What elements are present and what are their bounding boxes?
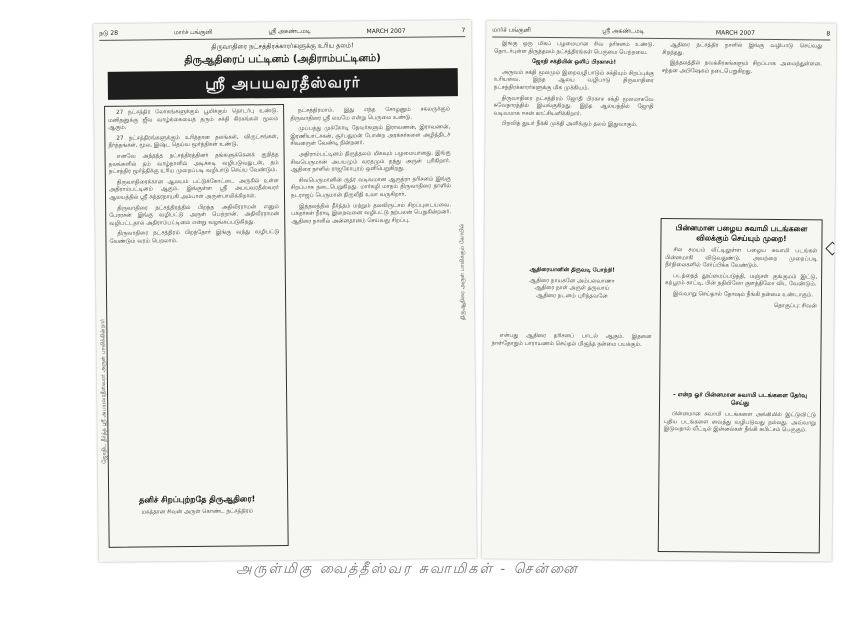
header-magazine-name: ஸ்ரீ அகண்டமடி	[268, 27, 311, 36]
paragraph: பின்னமான சுவாமி படங்களை அங்கியில் இட்டுவிட்டு புதிய படங்களை வைத்து வழிபடுவது நல்லது. அவ்வாறு இடுவதால் வீட்டில் இன்னல்கள் நீங்கி சுபிட்சம் பெருகும்.	[663, 411, 816, 434]
header-issue: நடு 28	[99, 29, 119, 37]
paragraph: எனவே அந்தந்த நட்சத்திரத்தினர் தங்களுக்கெனக் குறித்த தலங்களில் தம் வாழ்நாளில் அடிக்கடி வழிபடுவதுடன், தம் நட்சத்திர மூர்த்திக்கு உரிய முறைப்படி வழிபாடு செய்ய வேண்டும்.	[108, 152, 279, 175]
header-page-number: 7	[461, 26, 466, 34]
sidebar-box-title: பின்னமான பழைய சுவாமி படங்களை விலக்கும் செய்யும் முறை!	[675, 223, 808, 244]
paragraph: 27 நட்சத்திரங்களுக்கும் உரித்தான தலங்கள், விருட்சங்கள், தீர்த்தங்கள், மூல, இஷ்ட தெய்வ மூர்த்திகள் உண்டு.	[108, 133, 279, 150]
paragraph: அருவம் சக்தி மூலமும் இறைவழிபாடும் சக்தியும் சிறப்புக்கு உரியவை. இந்த ஆலய வழிபாடு திருவாதிரை நட்சத்திரக்காரர்களுக்கு மிக முக்கியம்.	[493, 69, 654, 92]
left-page-header	[99, 24, 465, 41]
diamond-ornament-icon	[825, 241, 836, 255]
paragraph: இத்தலத்தில் தீர்த்தம் மற்றும் தலவிருட்சம் சிறப்புடையவை. பக்தர்கள் நீராடி இறைவனை வழிபட்டு நற்பலன் பெறுகின்றனர். ஆதிரை நாளில் அன்னதானம் செய்வது சிறப்பு.	[291, 201, 452, 225]
right-magazine-page	[482, 20, 837, 561]
sidebar-box-footer	[663, 411, 816, 522]
left-magazine-page	[93, 20, 477, 562]
paragraph: அதிராம்பட்டினம் திருத்தலம் மிகவும் பழமையானது. இங்கு சிவபெருமான் அபயமும் வரதமும் தந்து அருள் புரிகிறார். ஆதிரை நாளில் ராஜகோபுரம் ஒளிபெறுகிறது.	[290, 150, 451, 174]
header-month-tamil: மார்ச் பங்குனி	[492, 26, 531, 34]
left-margin-caption: ஜோதிட தீர்த்த ஸ்ரீ அபயவரதீஸ்வரர் அருள் பாலிக்கின்றார்	[100, 319, 108, 464]
article-subhead: திருவாதிரை நட்சத்திரக்காரர்களுக்கு உரிய தலம்!	[211, 41, 354, 51]
paragraph: இத்தலத்தில் நவக்கிரகங்களும் சிறப்பாக அமைந்துள்ளன. சந்தன அபிஷேகம் நடைபெறுகிறது.	[661, 60, 823, 75]
paragraph: 27 நட்சத்திர லோகங்களுக்கும் பூமிக்கும் தொடர்பு உண்டு. மனிதனுக்கு ஜீவ வாழ்க்கையைத் தரும் சக்தி கிரகங்கள் மூலம் ஆகும்.	[108, 108, 279, 132]
deity-name-banner: ஸ்ரீ அபயவரதீஸ்வரர்	[108, 68, 458, 100]
sidebar-signature: தொகுப்பு: சிவன்	[773, 302, 817, 309]
section-heading: ஜோதி சக்தியின் ஒளிப் பிரகாசம்!	[531, 59, 617, 66]
header-month-tamil: மார்ச் பங்குனி	[173, 28, 213, 37]
paragraph: திருவாதிரை நட்சத்திரத்தில் பிறந்த அதிவீரராமன் எனும் பேரரசன் இங்கு வழிபட்டு அருள் பெற்றான். அதிவீரராமன் வழிபட்டதால் அதிராம்பட்டினம் என்று வழங்கப்படுகிறது.	[109, 203, 280, 227]
article-column-3-end	[490, 333, 652, 549]
paragraph: பிறவித் துயர் நீக்கி முக்தி அளிக்கும் தலம் இதுவாகும்.	[501, 120, 638, 129]
column-footer-title: தனிச் சிறப்புற்றதே திருஆதிரை!	[139, 494, 256, 505]
hymn-line: ஆதிரை நடனம் புரிந்தவனே	[536, 292, 608, 300]
paragraph: சிவபெருமானின் ருத்ர வடிவமான ஆருத்ரா தரிசனம் இங்கு சிறப்பாக நடைபெறுகிறது. மார்கழி மாதம் திருவாதிரை நாளில் நடராஜப் பெருமான் திருவீதி உலா வருகிறார்.	[290, 176, 451, 199]
article-column-2	[290, 106, 455, 548]
article-column-4	[661, 42, 822, 213]
paragraph: மகத்தான சிவன் அருள் கொண்ட நட்சத்திரம்	[141, 508, 254, 516]
paragraph: இங்கு ஒரு மிகப் பழமையான சிவ தரிசனம் உண்டு. தொடர்புள்ள திருத்தலம் நட்சத்திரங்கள் பெருமை பெற்றவை.	[494, 40, 655, 56]
paragraph: இவ்வாறு செய்தால் தோஷம் நீங்கி நன்மை உண்டாகும்.	[672, 291, 814, 299]
right-page-header	[492, 25, 830, 41]
paragraph: ஆதிரை நட்சத்திர நாளில் இங்கு வழிபாடு செய்வது சிறந்தது.	[662, 42, 823, 56]
paragraph: நட்சத்திரமாம். இது எந்த சோழனும் சகலருக்கும் திருவாதிரை ஸ்ரீ லயமே என்று பெருமை உண்டு.	[290, 106, 451, 122]
hymn-line: ஆதிரை நாயகனே அம்பலவாணா	[529, 277, 615, 285]
paragraph: முப்பத்து முக்கோடி தேவர்களும் இராவணன், இராவணன், இரணியாட்சகன், சூர்பதுமன் போன்ற அரக்கர்களை அழித்திடச் சிவனருள் வேண்டி நின்றனர்.	[290, 124, 451, 148]
header-magazine-name: ஸ்ரீ அகண்டமடி	[602, 27, 645, 35]
paragraph: என்பது ஆதிரை தரிசனப் பாடல் ஆகும். இதனை நாள்தோறும் பாராயணம் செய்தல் மிகுந்த நன்மை பயக்கும்.	[491, 332, 652, 348]
article-title: திருஆதிரைப் பட்டினம் (அதிராம்பட்டினம்)	[184, 52, 381, 67]
paragraph: திருவாதிரை நட்சத்திரம் ஜோதி பிரகாச சக்தி மூலமாகவே சுவேதாரத்தில் இயங்குகிறது. இந்த ஆலயத்தில் ஜோதி வடிவமாக ஈசன் காட்சியளிக்கிறார்.	[493, 95, 654, 118]
article-column-1	[108, 108, 282, 480]
header-date: MARCH 2007	[366, 27, 406, 35]
column-footer-text	[112, 508, 282, 540]
hymn-block	[492, 267, 653, 328]
paragraph: சில சமயம் வீட்டிலுள்ள பழைய சுவாமி படங்கள் பின்னமாகி விடுவதுண்டு. அவற்றை முறைப்படி நீர்நிலைகளில் சேர்ப்பிக்க வேண்டும்.	[665, 247, 818, 270]
handwritten-note: அருள்மிகு வைத்தீஸ்வர சுவாமிகள் ‐ சென்னை	[236, 561, 579, 577]
article-column-3	[492, 41, 654, 262]
header-page-number: 8	[826, 29, 831, 37]
hymn-line: ஆதிரை நாள் அருள் தருவாய்	[534, 285, 610, 292]
paragraph: படத்தைத் தூய்மைப்படுத்தி, மஞ்சள் குங்குமம் இட்டு, கற்பூரம் காட்டி, பின் நதியிலோ குளத்திலோ விட வேண்டும்.	[665, 272, 818, 288]
header-date: MARCH 2007	[715, 28, 755, 37]
paragraph: திருவாதிரைக்கான ஆலயம் பட்டுக்கோட்டை அருகில் உள்ள அதிராம்பட்டினம் ஆகும். இங்குள்ள ஸ்ரீ அபயவரதீஸ்வரர் ஆலயத்தில் ஸ்ரீ சுந்தரநாயகி அம்பாள் அருள்பாலிக்கிறாள்.	[108, 177, 279, 201]
paragraph: திருவாதிரை நட்சத்திரம் பிறந்தோர் இங்கு வந்து வழிபட்டு வேண்டும் வரம் பெறலாம்.	[109, 229, 280, 245]
right-margin-caption: திருஆதிரை அருள் பாலிக்கும் கோயில்	[459, 223, 467, 321]
sidebar-box	[658, 218, 823, 553]
hymn-title: ஆதிரையானின் திருவடி போற்றி!	[529, 266, 615, 274]
sidebar-box-body	[664, 247, 817, 388]
sidebar-sub-title: - என்ற ஓர் பின்னமான சுவாமி படங்களை தேர்வு செய்து	[673, 391, 808, 407]
